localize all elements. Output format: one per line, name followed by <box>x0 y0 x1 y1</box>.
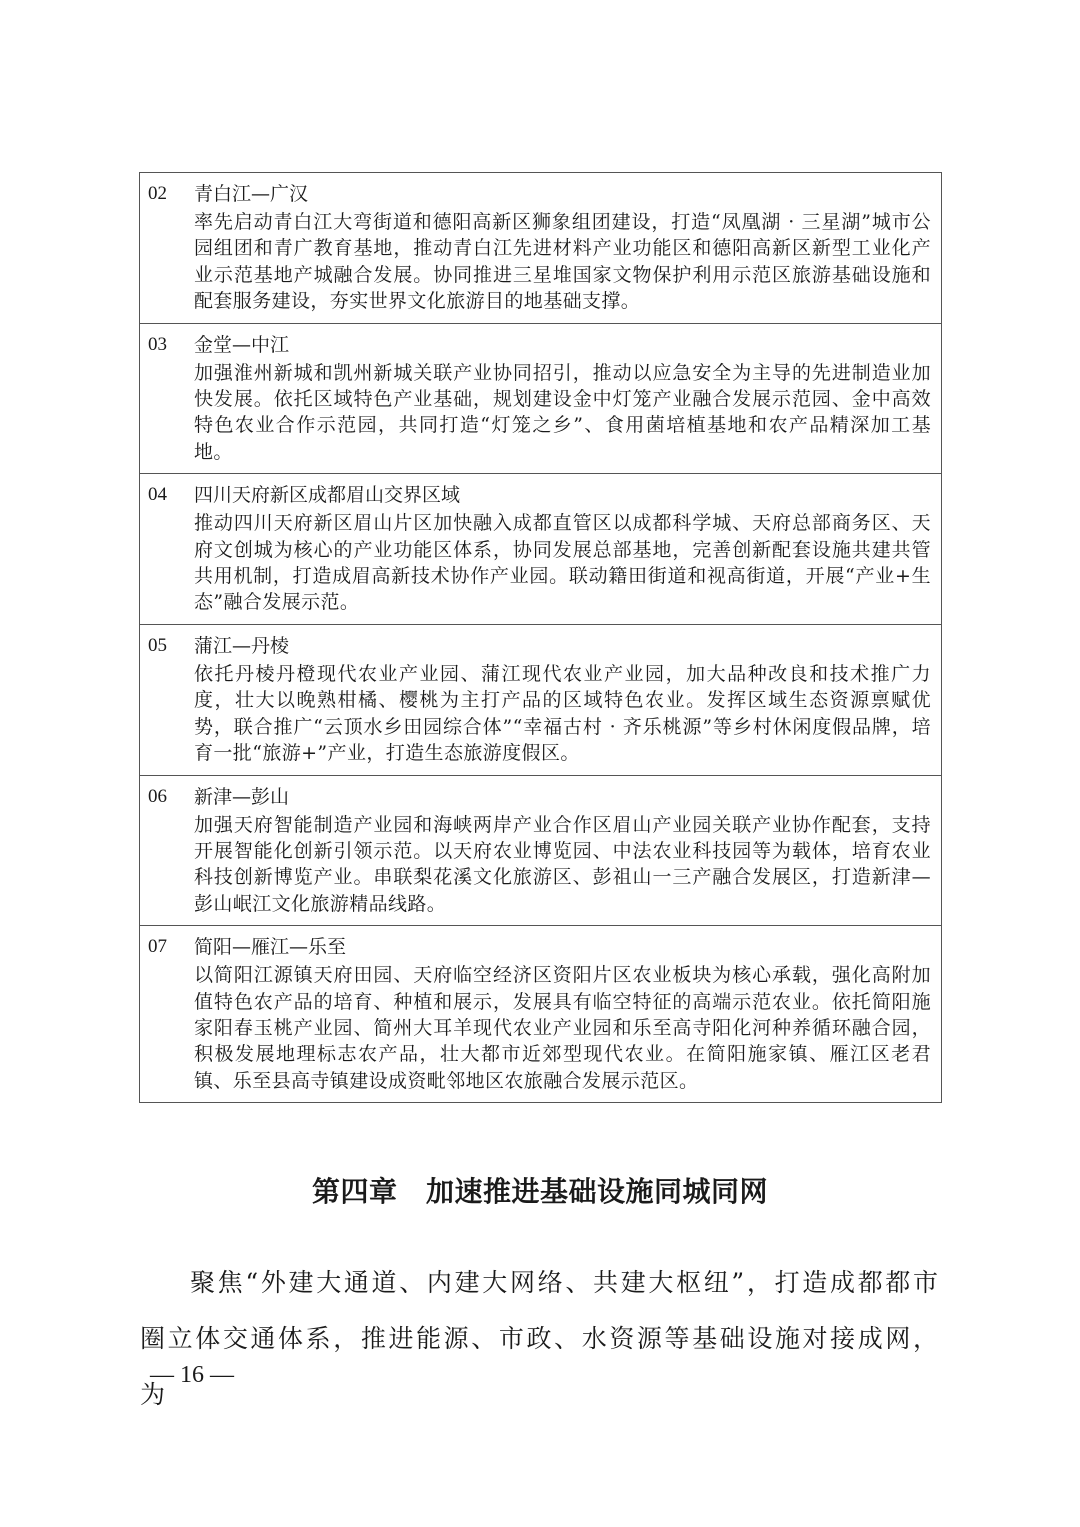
body-paragraph: 聚焦“外建大通道、内建大网络、共建大枢纽”，打造成都都市圈立体交通体系，推进能源、市政、水资源等基础设施对接成网，为 <box>140 1268 940 1409</box>
table-row <box>140 926 941 1102</box>
row-description: 加强淮州新城和凯州新城关联产业协同招引，推动以应急安全为主导的先进制造业加快发展。依托区域特色产业基础，规划建设金中灯笼产业融合发展示范园、金中高效特色农业合作示范园，共同打造“灯笼之乡”、食用菌培植基地和农产品精深加工基地。 <box>194 361 931 463</box>
row-number: 04 <box>148 484 167 506</box>
row-title: 简阳—雁江—乐至 <box>194 936 347 959</box>
row-title: 新津—彭山 <box>194 785 290 808</box>
table-row <box>140 776 941 927</box>
row-title: 青白江—广汉 <box>194 183 309 205</box>
cooperation-zone-table <box>139 172 942 1103</box>
row-title: 蒲江—丹棱 <box>194 634 290 657</box>
table-row <box>140 173 941 324</box>
chapter-heading: 第四章 加速推进基础设施同城同网 <box>311 1175 768 1208</box>
row-description: 依托丹棱丹橙现代农业产业园、蒲江现代农业产业园，加大品种改良和技术推广力度，壮大以晚熟柑橘、樱桃为主打产品的区域特色农业。发挥区域生态资源禀赋优势，联合推广“云顶水乡田园综合体”“幸福古村 · 齐乐桃源”等乡村休闲度假品牌，培育一批“旅游+”产业，打造生态旅游度假区。 <box>194 662 931 765</box>
row-description: 以简阳江源镇天府田园、天府临空经济区资阳片区农业板块为核心承载，强化高附加值特色农产品的培育、种植和展示，发展具有临空特征的高端示范农业。依托简阳施家阳春玉桃产业园、简州大耳羊现代农业产业园和乐至高寺阳化河种养循环融合园，积极发展地理标志农产品，壮大都市近郊型现代农业。在简阳施家镇、雁江区老君镇、乐至县高寺镇建设成资毗邻地区农旅融合发展示范区。 <box>194 964 931 1092</box>
page-number: — 16 — <box>150 1362 234 1388</box>
row-title: 金堂—中江 <box>194 333 290 356</box>
row-description: 加强天府智能制造产业园和海峡两岸产业合作区眉山产业园关联产业协作配套，支持开展智能化创新引领示范。以天府农业博览园、中法农业科技园等为载体，培育农业科技创新博览产业。串联梨花溪文化旅游区、彭祖山一三产融合发展区，打造新津—彭山岷江文化旅游精品线路。 <box>194 813 931 915</box>
row-number: 02 <box>148 183 167 204</box>
row-number: 03 <box>148 333 167 355</box>
table-row <box>140 324 941 475</box>
row-number: 06 <box>148 785 167 807</box>
table-row <box>140 625 941 776</box>
row-description: 推动四川天府新区眉山片区加快融入成都直管区以成都科学城、天府总部商务区、天府文创城为核心的产业功能区体系，协同发展总部基地，完善创新配套设施共建共管共用机制，打造成眉高新技术协作产业园。联动籍田街道和视高街道，开展“产业+生态”融合发展示范。 <box>194 512 931 614</box>
row-title: 四川天府新区成都眉山交界区域 <box>194 484 461 507</box>
table-row <box>140 474 941 625</box>
row-number: 07 <box>148 936 167 958</box>
row-description: 率先启动青白江大弯街道和德阳高新区狮象组团建设，打造“凤凰湖 · 三星湖”城市公园组团和青广教育基地，推动青白江先进材料产业功能区和德阳高新区新型工业化产业示范基地产城融合发展。协同推进三星堆国家文物保护利用示范区旅游基础设施和配套服务建设，夯实世界文化旅游目的地基础支撑。 <box>194 211 931 313</box>
row-number: 05 <box>148 634 167 656</box>
